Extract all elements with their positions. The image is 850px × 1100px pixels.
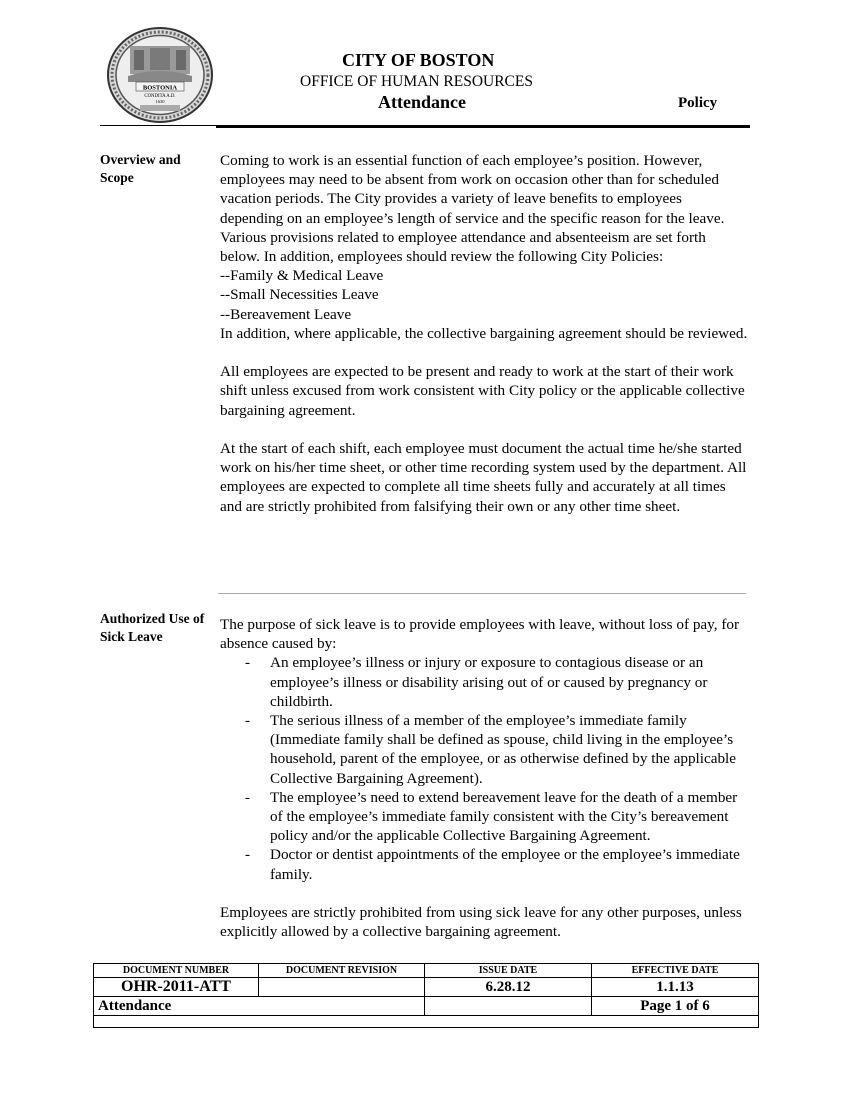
footer-effective-date: 1.1.13 — [592, 978, 759, 997]
list-item-text: The serious illness of a member of the employee’s immediate family (Immediate family shall be defined as spouse, child living in the employee’s household, parent of the employee, or as otherwise defined by the applicable Collective Bargaining Agreement). — [270, 712, 737, 787]
overview-paragraph-3: At the start of each shift, each employee must document the actual time he/she started work on his/her time sheet, or other time recording system used by the department. All employees are expected to complete all time sheets fully and accurately at all times and are strictly prohibited from falsifying their own or any other time sheet. — [220, 440, 747, 515]
document-type: Policy — [678, 95, 718, 111]
city-name: CITY OF BOSTON — [342, 50, 495, 70]
city-seal-logo — [106, 26, 214, 124]
footer-header-doc-revision: DOCUMENT REVISION — [259, 964, 425, 978]
footer-blank-row — [94, 1016, 759, 1028]
footer-doc-number: OHR-2011-ATT — [94, 978, 259, 997]
footer-header-issue-date: ISSUE DATE — [425, 964, 592, 978]
section-label-sick-leave: Authorized Use of Sick Leave — [100, 611, 205, 644]
footer-page-number: Page 1 of 6 — [592, 997, 759, 1016]
policy-item-fml: --Family & Medical Leave — [220, 267, 384, 285]
dash-bullet: - — [245, 654, 251, 672]
list-item-text: The employee’s need to extend bereavement leave for the death of a member of the employee’s immediate family consistent with the City’s bereavement policy and/or the applicable Collective Bargaining Agreement. — [270, 788, 738, 845]
sick-leave-reasons-list — [220, 653, 748, 883]
office-name: OFFICE OF HUMAN RESOURCES — [300, 73, 533, 90]
section-body-sick-leave — [220, 615, 748, 941]
dash-bullet: - — [245, 788, 251, 806]
footer-title: Attendance — [94, 997, 425, 1016]
header-rule-thin — [100, 125, 216, 126]
overview-cba-note: In addition, where applicable, the collective bargaining agreement should be reviewed. — [220, 324, 748, 342]
overview-intro: Coming to work is an essential function of each employee’s position. However, employees may need to be absent from work on occasion other than for scheduled vacation periods. The City provides a variety of leave benefits to employees depending on an employee’s length of service and the specific reason for the leave. Various provisions related to employee attendance and absenteeism are set forth below. In addition, employees should review the following City Policies: — [220, 152, 725, 266]
list-item — [245, 788, 748, 846]
footer-header-doc-number: DOCUMENT NUMBER — [94, 964, 259, 978]
seal-text-2: CONDITA A.D. — [144, 94, 176, 99]
list-item — [245, 711, 748, 788]
footer-header-effective-date: EFFECTIVE DATE — [592, 964, 759, 978]
document-footer-table — [93, 963, 759, 1028]
section-divider — [218, 593, 746, 594]
dash-bullet: - — [245, 846, 251, 864]
section-label-overview: Overview and Scope — [100, 152, 181, 185]
footer-doc-revision — [259, 978, 425, 997]
list-item-text: Doctor or dentist appointments of the employee or the employee’s immediate family. — [270, 846, 740, 883]
section-body-overview — [220, 151, 748, 516]
document-title: Attendance — [378, 92, 466, 112]
policy-item-bereavement: --Bereavement Leave — [220, 305, 352, 323]
seal-text: BOSTONIA — [142, 84, 178, 92]
list-item — [245, 653, 748, 711]
list-item-text: An employee’s illness or injury or exposure to contagious disease or an employee’s illness or disability arising out of or caused by pregnancy or childbirth. — [270, 654, 708, 710]
sick-leave-closing: Employees are strictly prohibited from using sick leave for any other purposes, unless explicitly allowed by a collective bargaining agreement. — [220, 904, 742, 941]
seal-year: 1630 — [155, 99, 165, 104]
footer-issue-date: 6.28.12 — [425, 978, 592, 997]
list-item — [245, 845, 748, 883]
header-rule-thick — [216, 125, 750, 128]
overview-paragraph-2: All employees are expected to be present and ready to work at the start of their work shift unless excused from work consistent with City policy or the applicable collective bargaining agreement. — [220, 363, 745, 419]
dash-bullet: - — [245, 712, 251, 730]
policy-item-sn: --Small Necessities Leave — [220, 286, 379, 304]
sick-leave-intro: The purpose of sick leave is to provide employees with leave, without loss of pay, for absence caused by: — [220, 616, 740, 653]
footer-empty-cell — [425, 997, 592, 1016]
